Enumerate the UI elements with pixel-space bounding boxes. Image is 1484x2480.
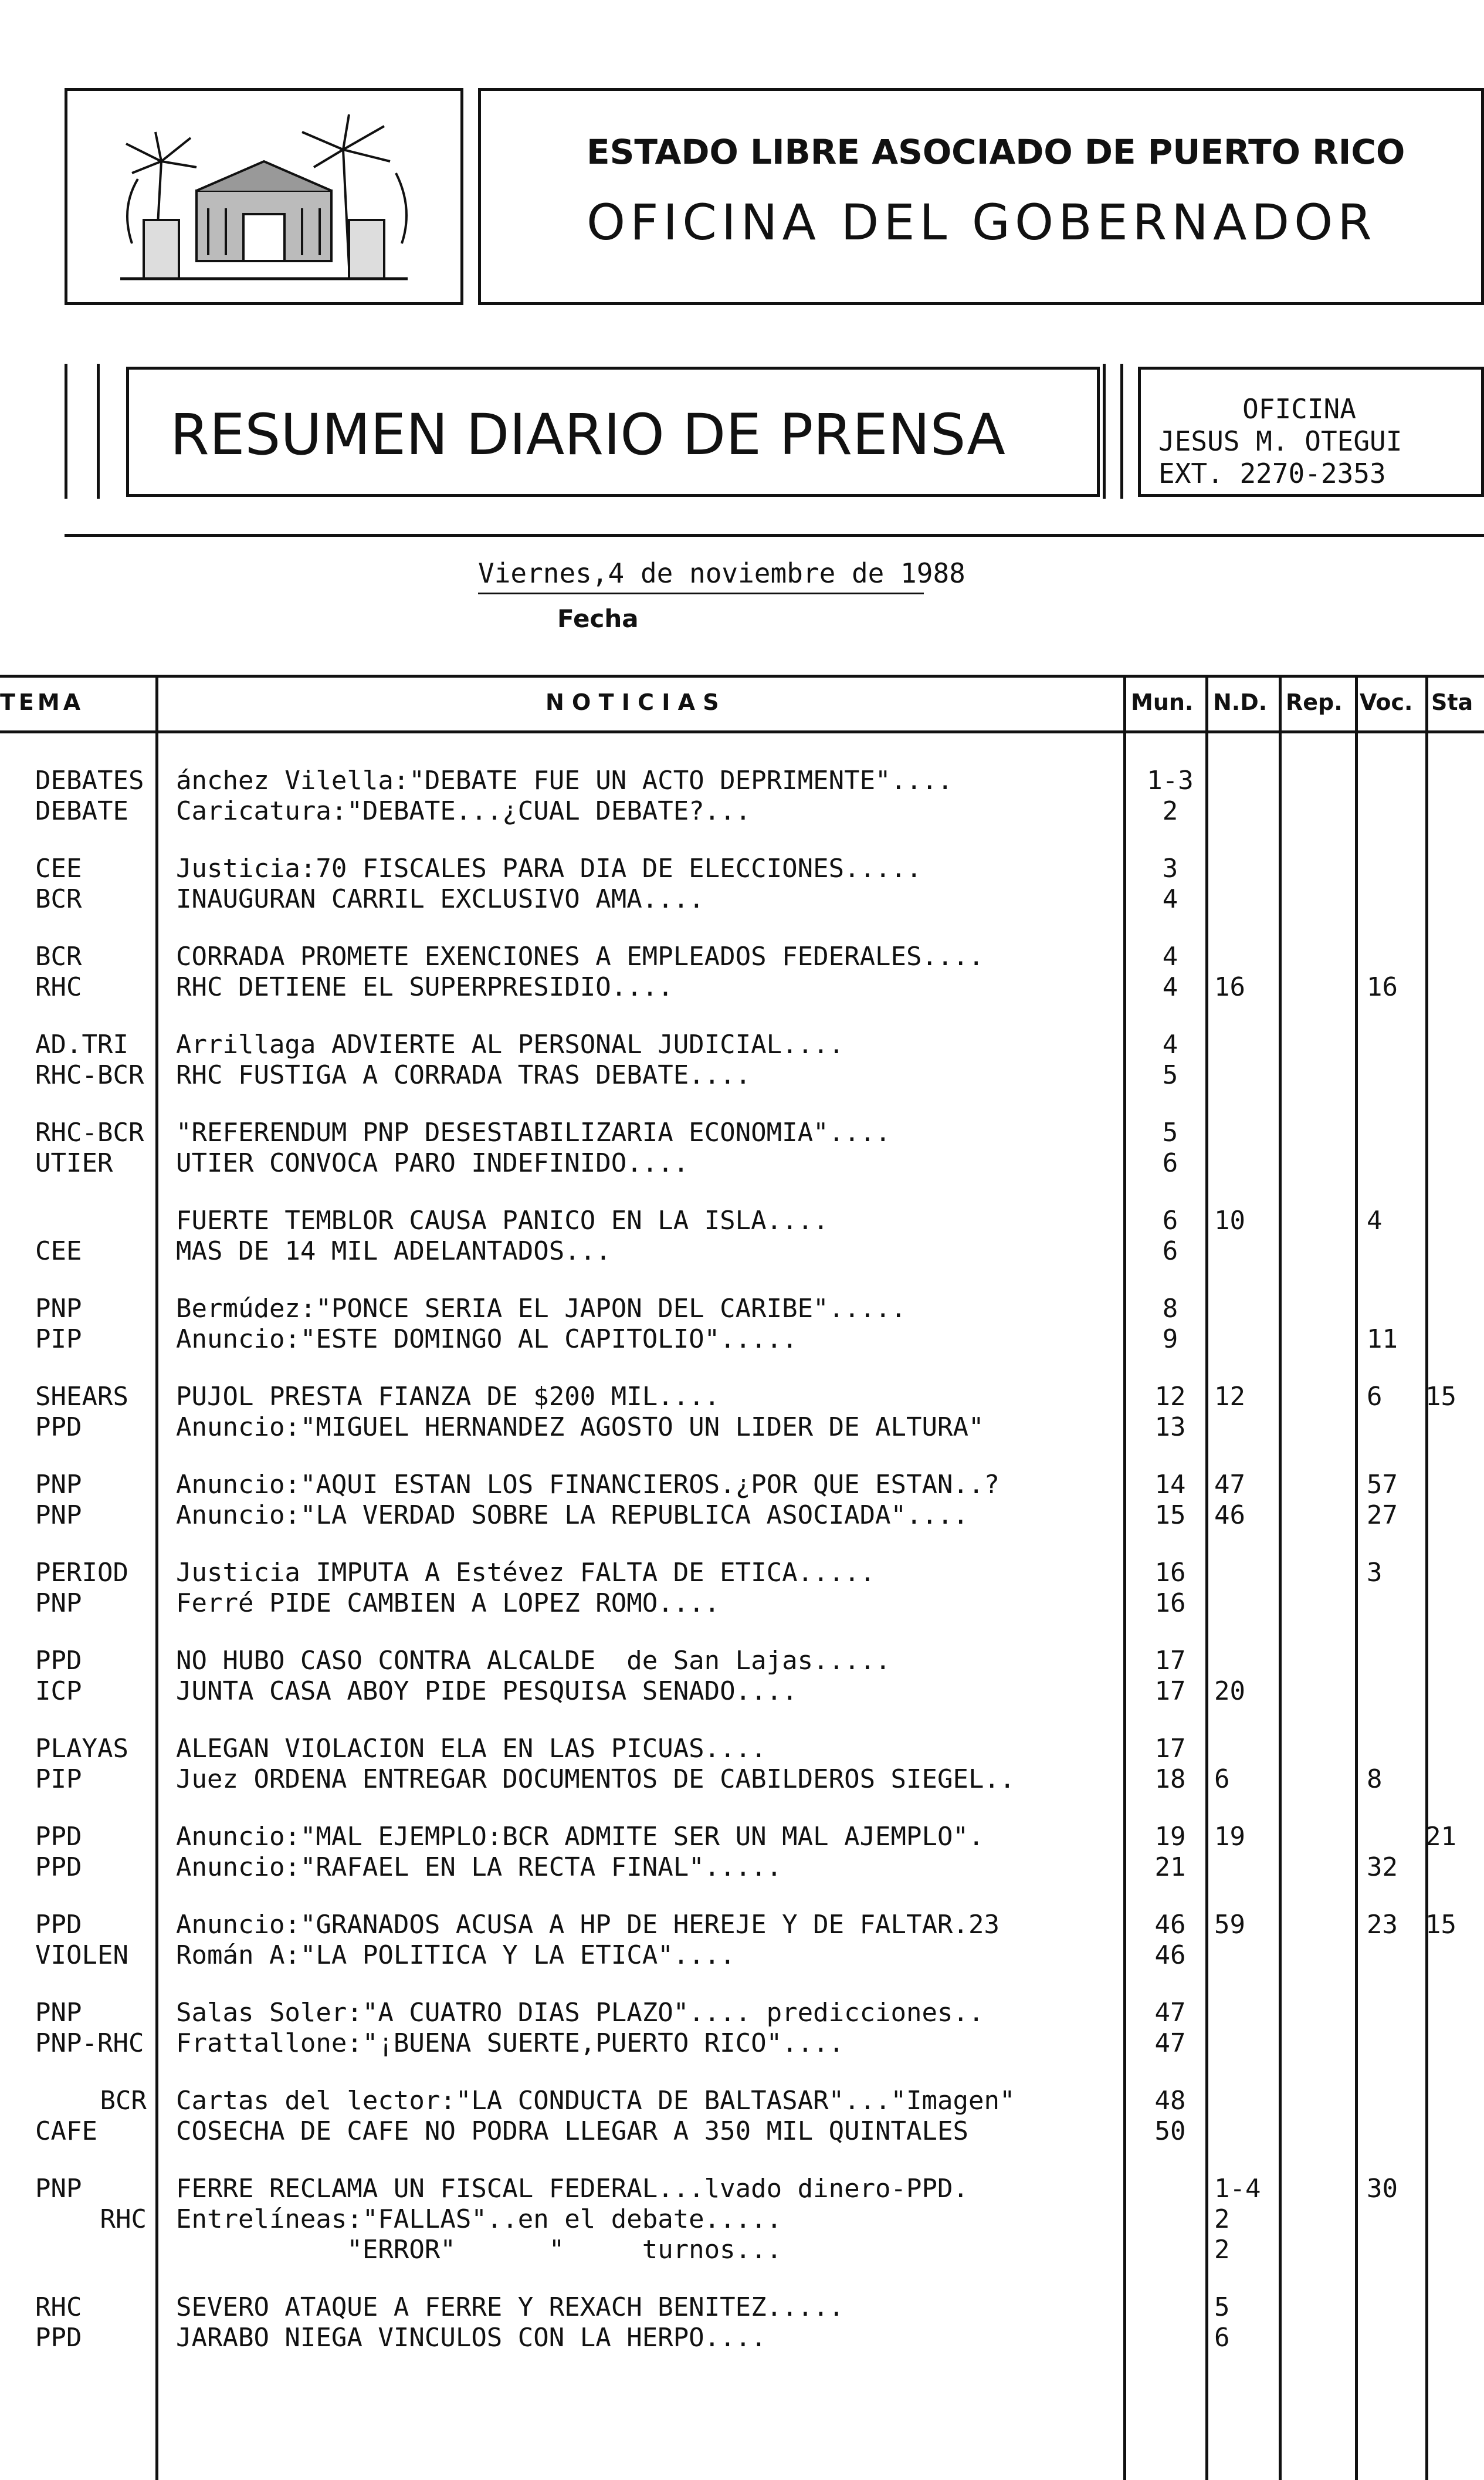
row-tema: PERIOD xyxy=(35,1558,128,1588)
row-voc: 8 xyxy=(1367,1764,1383,1794)
row-tema: CEE xyxy=(35,1236,82,1266)
row-headline: Anuncio:"ESTE DOMINGO AL CAPITOLIO"..... xyxy=(176,1324,798,1354)
row-mun: 3 xyxy=(1162,854,1178,884)
row-tema: VIOLEN xyxy=(35,1940,128,1970)
row-headline: RHC FUSTIGA A CORRADA TRAS DEBATE.... xyxy=(176,1060,751,1090)
row-tema: PPD xyxy=(35,1910,82,1940)
row-tema: CAFE xyxy=(35,2116,97,2146)
row-headline: Anuncio:"MAL EJEMPLO:BCR ADMITE SER UN MAL AJEMPLO". xyxy=(176,1822,984,1852)
row-tema: PNP xyxy=(35,1470,82,1500)
row-mun: 46 xyxy=(1154,1940,1186,1970)
office-name: OFICINA DEL GOBERNADOR xyxy=(587,194,1377,251)
row-tema: PIP xyxy=(35,1324,82,1354)
row-voc: 4 xyxy=(1367,1206,1383,1236)
row-nd: 5 xyxy=(1214,2292,1230,2322)
row-headline: "REFERENDUM PNP DESESTABILIZARIA ECONOMIA".... xyxy=(176,1118,891,1148)
banner-frame xyxy=(126,367,1100,497)
row-headline: Cartas del lector:"LA CONDUCTA DE BALTASAR"..."Imagen" xyxy=(176,2086,1015,2116)
row-tema: PNP-RHC xyxy=(35,2028,144,2058)
row-tema: ICP xyxy=(35,1676,82,1706)
row-tema: PPD xyxy=(35,2323,82,2353)
row-tema: CEE xyxy=(35,854,82,884)
office-contact-frame xyxy=(1138,367,1484,497)
row-mun: 17 xyxy=(1154,1734,1186,1764)
row-mun: 6 xyxy=(1162,1206,1178,1236)
row-tema: AD.TRI xyxy=(35,1030,128,1060)
row-nd: 12 xyxy=(1214,1382,1245,1412)
row-mun: 46 xyxy=(1154,1910,1186,1940)
row-mun: 9 xyxy=(1162,1324,1178,1354)
row-mun: 2 xyxy=(1162,796,1178,826)
report-date: Viernes,4 de noviembre de 1988 xyxy=(478,557,965,589)
row-headline: PUJOL PRESTA FIANZA DE $200 MIL.... xyxy=(176,1382,720,1412)
row-tema: DEBATES xyxy=(35,766,144,796)
row-nd: 47 xyxy=(1214,1470,1245,1500)
row-mun: 4 xyxy=(1162,942,1178,972)
title-frame xyxy=(478,88,1484,305)
row-nd: 59 xyxy=(1214,1910,1245,1940)
row-tema: PNP xyxy=(35,1294,82,1324)
row-mun: 16 xyxy=(1154,1558,1186,1588)
banner-rule-left-2 xyxy=(97,364,100,499)
row-nd: 16 xyxy=(1214,972,1245,1002)
row-mun: 50 xyxy=(1154,2116,1186,2146)
row-mun: 4 xyxy=(1162,1030,1178,1060)
row-headline: Román A:"LA POLITICA Y LA ETICA".... xyxy=(176,1940,736,1970)
row-voc: 30 xyxy=(1367,2174,1398,2204)
banner-rule-right-1 xyxy=(1103,364,1106,499)
row-headline: COSECHA DE CAFE NO PODRA LLEGAR A 350 MIL QUINTALES xyxy=(176,2116,969,2146)
row-tema: SHEARS xyxy=(35,1382,128,1412)
row-mun: 5 xyxy=(1162,1060,1178,1090)
row-tema: PPD xyxy=(35,1646,82,1676)
date-label: Fecha xyxy=(557,604,639,633)
header-separator xyxy=(65,534,1484,537)
col-header-rep: Rep. xyxy=(1286,689,1343,715)
banner-title: RESUMEN DIARIO DE PRENSA xyxy=(170,402,1005,468)
row-headline: Anuncio:"GRANADOS ACUSA A HP DE HEREJE Y DE FALTAR.23 xyxy=(176,1910,1000,1940)
row-mun: 8 xyxy=(1162,1294,1178,1324)
row-headline: ALEGAN VIOLACION ELA EN LAS PICUAS.... xyxy=(176,1734,767,1764)
table-header-rule xyxy=(0,730,1484,733)
row-tema: RHC xyxy=(100,2204,147,2234)
row-mun: 4 xyxy=(1162,884,1178,914)
row-tema: UTIER xyxy=(35,1148,113,1178)
banner-rule-left-1 xyxy=(65,364,67,499)
row-headline: Anuncio:"RAFAEL EN LA RECTA FINAL"..... xyxy=(176,1852,782,1882)
row-headline: Entrelíneas:"FALLAS"..en el debate..... xyxy=(176,2204,782,2234)
row-headline: Juez ORDENA ENTREGAR DOCUMENTOS DE CABILDEROS SIEGEL.. xyxy=(176,1764,1015,1794)
row-mun: 5 xyxy=(1162,1118,1178,1148)
row-nd: 46 xyxy=(1214,1500,1245,1530)
row-tema: PNP xyxy=(35,1588,82,1618)
row-tema: BCR xyxy=(100,2086,147,2116)
row-headline: Salas Soler:"A CUATRO DIAS PLAZO".... predicciones.. xyxy=(176,1998,984,2028)
row-headline: INAUGURAN CARRIL EXCLUSIVO AMA.... xyxy=(176,884,704,914)
table-top-rule xyxy=(0,675,1484,678)
row-tema: RHC-BCR xyxy=(35,1060,144,1090)
col-divider-noticias xyxy=(1123,675,1126,2480)
row-tema: PPD xyxy=(35,1822,82,1852)
row-sta: 15 xyxy=(1425,1910,1456,1940)
col-header-voc: Voc. xyxy=(1360,689,1413,715)
row-tema: DEBATE xyxy=(35,796,128,826)
row-headline: Anuncio:"MIGUEL HERNANDEZ AGOSTO UN LIDER DE ALTURA" xyxy=(176,1412,984,1442)
row-nd: 6 xyxy=(1214,1764,1230,1794)
col-header-nd: N.D. xyxy=(1213,689,1268,715)
row-headline: Justicia:70 FISCALES PARA DIA DE ELECCIONES..... xyxy=(176,854,922,884)
office-contact-line3: EXT. 2270-2353 xyxy=(1158,458,1386,489)
row-mun: 13 xyxy=(1154,1412,1186,1442)
row-headline: JUNTA CASA ABOY PIDE PESQUISA SENADO.... xyxy=(176,1676,798,1706)
row-voc: 32 xyxy=(1367,1852,1398,1882)
row-headline: CORRADA PROMETE EXENCIONES A EMPLEADOS FEDERALES.... xyxy=(176,942,984,972)
row-sta: 21 xyxy=(1425,1822,1456,1852)
row-voc: 6 xyxy=(1367,1382,1383,1412)
row-nd: 6 xyxy=(1214,2323,1230,2353)
office-contact-line1: OFICINA xyxy=(1242,393,1356,425)
row-headline: Bermúdez:"PONCE SERIA EL JAPON DEL CARIBE"..... xyxy=(176,1294,907,1324)
row-nd: 1-4 xyxy=(1214,2174,1261,2204)
row-tema: BCR xyxy=(35,884,82,914)
row-tema: RHC xyxy=(35,2292,82,2322)
row-sta: 15 xyxy=(1425,1382,1456,1412)
row-mun: 47 xyxy=(1154,1998,1186,2028)
row-mun: 12 xyxy=(1154,1382,1186,1412)
row-voc: 3 xyxy=(1367,1558,1383,1588)
row-mun: 6 xyxy=(1162,1148,1178,1178)
row-mun: 17 xyxy=(1154,1646,1186,1676)
row-mun: 16 xyxy=(1154,1588,1186,1618)
row-headline: Ferré PIDE CAMBIEN A LOPEZ ROMO.... xyxy=(176,1588,720,1618)
row-voc: 23 xyxy=(1367,1910,1398,1940)
row-nd: 19 xyxy=(1214,1822,1245,1852)
row-voc: 27 xyxy=(1367,1500,1398,1530)
row-mun: 6 xyxy=(1162,1236,1178,1266)
row-tema: RHC xyxy=(35,972,82,1002)
row-headline: "ERROR" " turnos... xyxy=(176,2235,782,2265)
col-header-mun: Mun. xyxy=(1131,689,1194,715)
col-header-noticias: N O T I C I A S xyxy=(546,689,719,715)
row-nd: 2 xyxy=(1214,2235,1230,2265)
row-mun: 14 xyxy=(1154,1470,1186,1500)
row-nd: 10 xyxy=(1214,1206,1245,1236)
row-tema: BCR xyxy=(35,942,82,972)
row-voc: 11 xyxy=(1367,1324,1398,1354)
row-mun: 1-3 xyxy=(1147,766,1194,796)
row-tema: PPD xyxy=(35,1412,82,1442)
row-tema: PNP xyxy=(35,2174,82,2204)
row-mun: 18 xyxy=(1154,1764,1186,1794)
row-mun: 15 xyxy=(1154,1500,1186,1530)
row-headline: FUERTE TEMBLOR CAUSA PANICO EN LA ISLA.... xyxy=(176,1206,829,1236)
row-headline: NO HUBO CASO CONTRA ALCALDE de San Lajas..... xyxy=(176,1646,891,1676)
row-mun: 47 xyxy=(1154,2028,1186,2058)
row-headline: Anuncio:"AQUI ESTAN LOS FINANCIEROS.¿POR QUE ESTAN..? xyxy=(176,1470,1000,1500)
row-mun: 4 xyxy=(1162,972,1178,1002)
row-mun: 19 xyxy=(1154,1822,1186,1852)
row-tema: RHC-BCR xyxy=(35,1118,144,1148)
row-headline: ánchez Vilella:"DEBATE FUE UN ACTO DEPRIMENTE".... xyxy=(176,766,953,796)
row-mun: 21 xyxy=(1154,1852,1186,1882)
row-headline: SEVERO ATAQUE A FERRE Y REXACH BENITEZ..... xyxy=(176,2292,845,2322)
row-voc: 16 xyxy=(1367,972,1398,1002)
row-headline: FERRE RECLAMA UN FISCAL FEDERAL...lvado dinero-PPD. xyxy=(176,2174,969,2204)
row-nd: 2 xyxy=(1214,2204,1230,2234)
row-headline: MAS DE 14 MIL ADELANTADOS... xyxy=(176,1236,611,1266)
row-headline: Arrillaga ADVIERTE AL PERSONAL JUDICIAL.... xyxy=(176,1030,845,1060)
date-underline xyxy=(478,593,924,594)
office-contact-line2: JESUS M. OTEGUI xyxy=(1158,425,1402,457)
row-tema: PNP xyxy=(35,1500,82,1530)
row-headline: JARABO NIEGA VINCULOS CON LA HERPO.... xyxy=(176,2323,767,2353)
row-headline: Frattallone:"¡BUENA SUERTE,PUERTO RICO".... xyxy=(176,2028,845,2058)
col-header-star: Sta xyxy=(1431,689,1473,715)
col-header-tema: TEMA xyxy=(0,689,84,715)
row-headline: Caricatura:"DEBATE...¿CUAL DEBATE?... xyxy=(176,796,751,826)
row-headline: UTIER CONVOCA PARO INDEFINIDO.... xyxy=(176,1148,689,1178)
state-name: ESTADO LIBRE ASOCIADO DE PUERTO RICO xyxy=(587,132,1405,172)
row-mun: 17 xyxy=(1154,1676,1186,1706)
row-tema: PNP xyxy=(35,1998,82,2028)
row-mun: 48 xyxy=(1154,2086,1186,2116)
row-tema: PPD xyxy=(35,1852,82,1882)
row-headline: Justicia IMPUTA A Estévez FALTA DE ETICA..... xyxy=(176,1558,876,1588)
row-nd: 20 xyxy=(1214,1676,1245,1706)
row-tema: PIP xyxy=(35,1764,82,1794)
logo-frame xyxy=(65,88,463,305)
row-voc: 57 xyxy=(1367,1470,1398,1500)
banner-rule-right-2 xyxy=(1120,364,1123,499)
row-headline: Anuncio:"LA VERDAD SOBRE LA REPUBLICA ASOCIADA".... xyxy=(176,1500,969,1530)
building-logo-icon xyxy=(67,91,460,302)
row-tema: PLAYAS xyxy=(35,1734,128,1764)
row-headline: RHC DETIENE EL SUPERPRESIDIO.... xyxy=(176,972,673,1002)
